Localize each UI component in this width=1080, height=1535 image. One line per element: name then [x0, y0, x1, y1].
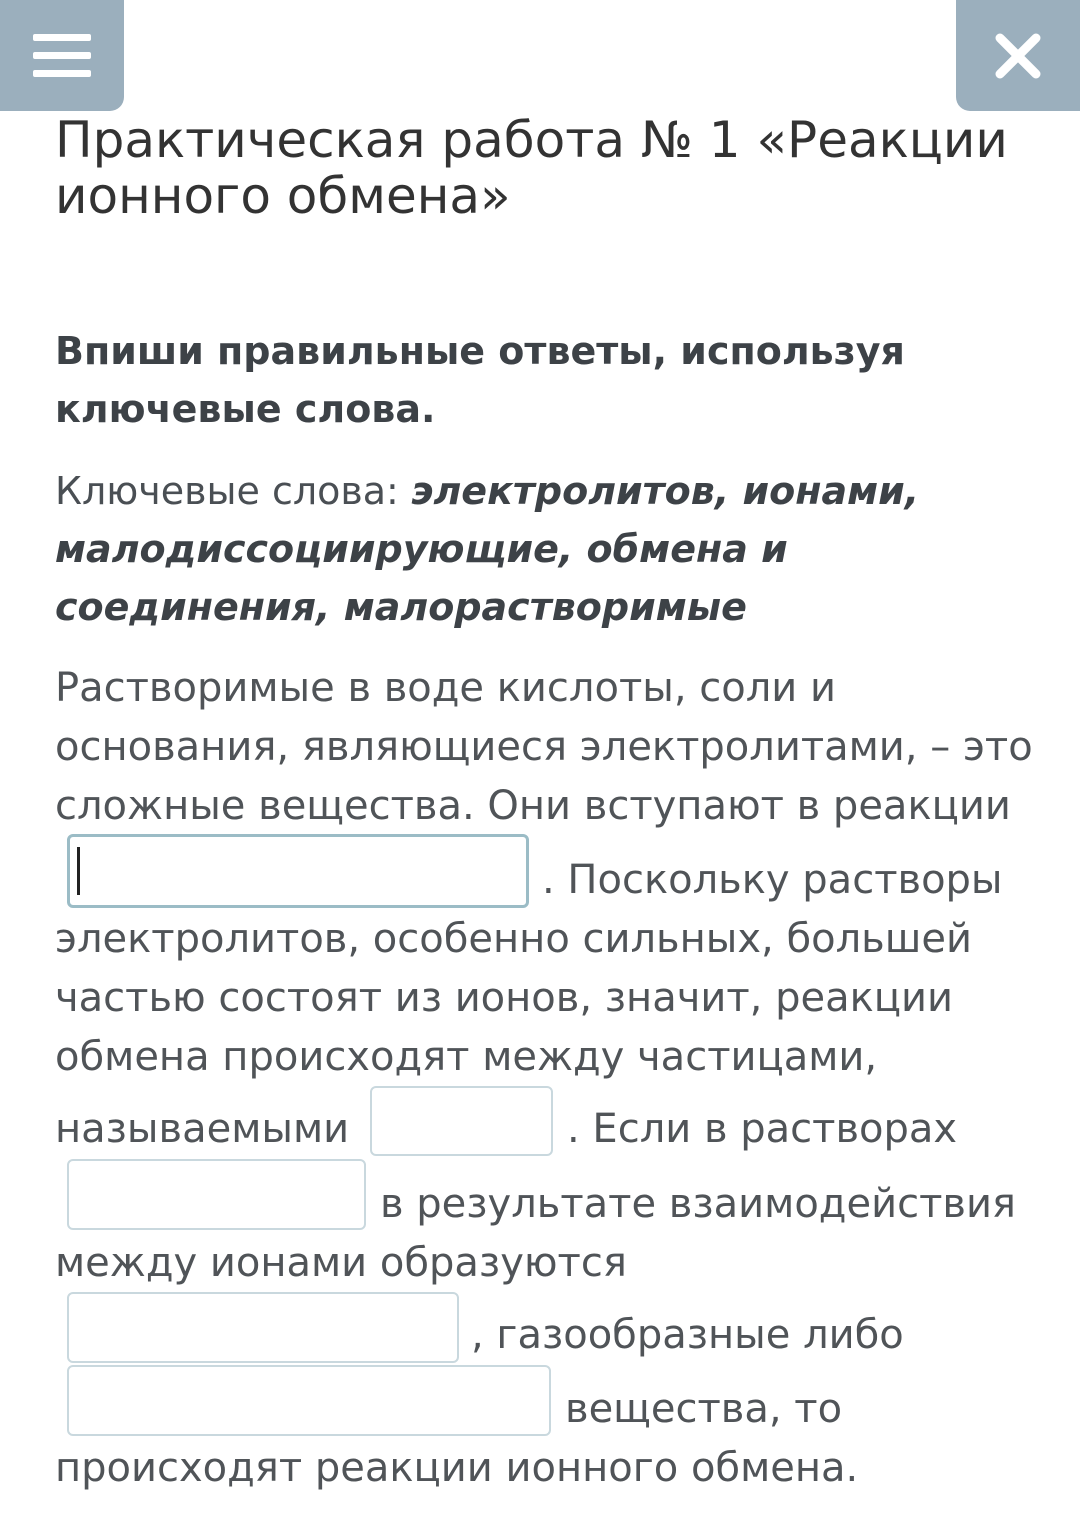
passage-line: электролитов, особенно сильных, большей: [55, 916, 972, 962]
answer-blank-1[interactable]: [67, 834, 529, 908]
passage-line: основания, являющиеся электролитами, – это: [55, 724, 1033, 770]
passage-line: . Поскольку растворы: [542, 857, 1003, 903]
answer-blank-4[interactable]: [67, 1292, 459, 1363]
passage-line: . Если в растворах: [567, 1106, 958, 1152]
task-instruction: Впиши правильные ответы, используя ключевые слова.: [55, 329, 905, 431]
page-title: Практическая работа № 1 «Реакции ионного обмена»: [55, 111, 1008, 225]
passage-line: обмена происходят между частицами,: [55, 1034, 878, 1080]
passage-line: , газообразные либо: [471, 1312, 904, 1358]
answer-blank-3[interactable]: [67, 1159, 366, 1230]
answer-blank-2[interactable]: [370, 1086, 553, 1156]
keywords-list: электролитов, ионами, малодиссоциирующие, обмена и соединения, малорастворимые: [55, 469, 920, 629]
passage-line: частью состоят из ионов, значит, реакции: [55, 975, 953, 1021]
passage-line: вещества, то: [565, 1386, 843, 1432]
passage-line: называемыми: [55, 1106, 350, 1152]
answer-blank-5[interactable]: [67, 1365, 551, 1436]
keywords-label: Ключевые слова:: [55, 469, 411, 513]
passage-line: сложные вещества. Они вступают в реакции: [55, 783, 1011, 829]
passage-line: между ионами образуются: [55, 1240, 627, 1286]
passage-line: в результате взаимодействия: [380, 1181, 1016, 1227]
passage-line: Растворимые в воде кислоты, соли и: [55, 665, 836, 711]
passage-line: происходят реакции ионного обмена.: [55, 1445, 859, 1491]
